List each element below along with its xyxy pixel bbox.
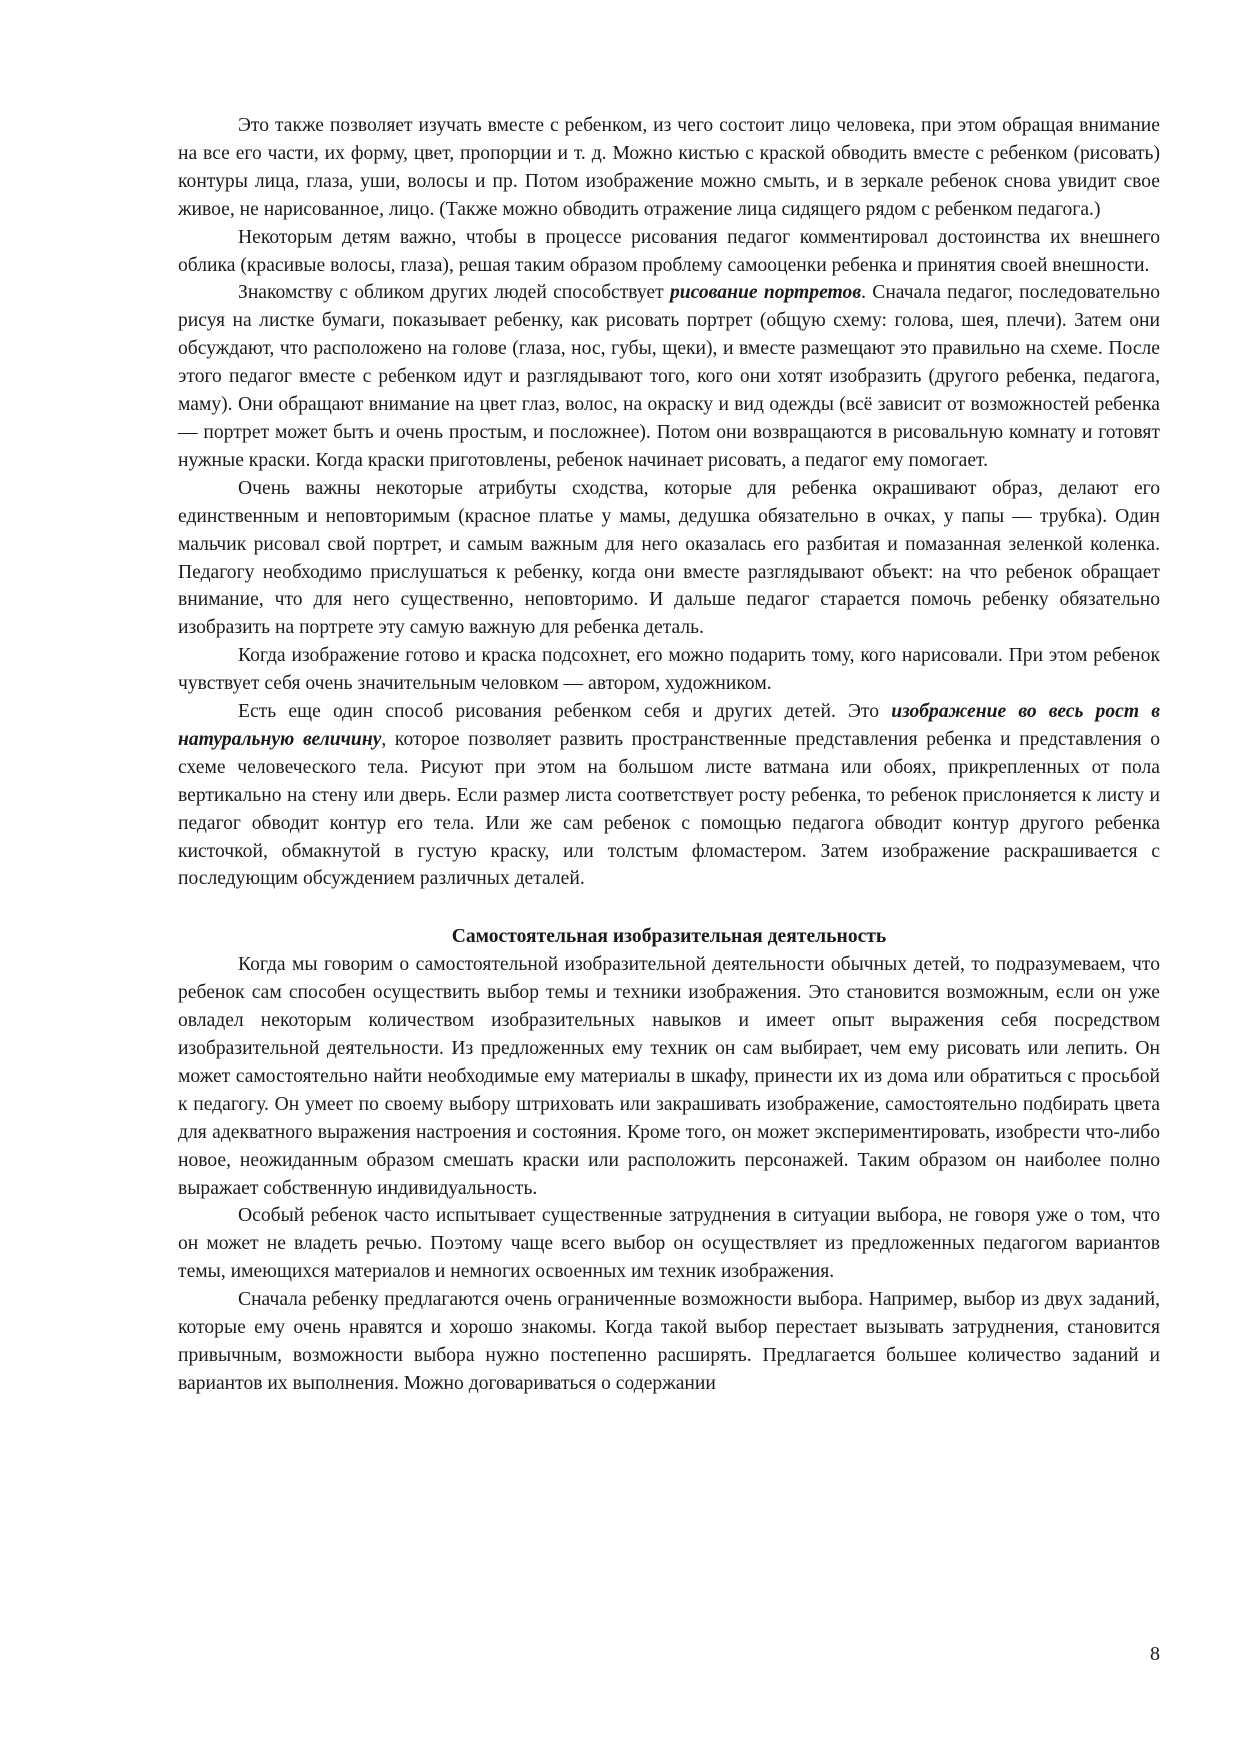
- paragraph-independent-activity: Когда мы говорим о самостоятельной изобразительной деятельности обычных детей, то подразумеваем, что ребенок сам способен осуществить выбор темы и техники изображения. Это становится возможным, если он уже овладел некоторым количеством изобразительных навыков и имеет опыт выражения себя посредством изобразительной деятельности. Из предложенных ему техник он сам выбирает, чем ему рисовать или лепить. Он может самостоятельно найти необходимые ему материалы в шкафу, принести их из дома или обратиться с просьбой к педагогу. Он умеет по своему выбору штриховать или закрашивать изображение, самостоятельно подбирать цвета для адекватного выражения настроения и состояния. Кроме того, он может экспериментировать, изобрести что-либо новое, неожиданным образом смешать краски или расположить персонажей. Таким образом он наиболее полно выражает собственную индивидуальность.: [178, 954, 1160, 1199]
- paragraph-text: Есть еще один способ рисования ребенком себя и других детей. Это: [238, 701, 892, 723]
- paragraph-text: Знакомству с обликом других людей способствует: [238, 282, 670, 304]
- paragraph-portraits: [178, 279, 1160, 474]
- paragraph-limited-choice: Сначала ребенку предлагаются очень ограниченные возможности выбора. Например, выбор из двух заданий, которые ему очень нравятся и хорошо знакомы. Когда такой выбор перестает вызывать затруднения, становится привычным, возможности выбора нужно постепенно расширять. Предлагается большее количество заданий и вариантов их выполнения. Можно договариваться о содержании: [178, 1289, 1160, 1394]
- page-body: [178, 112, 1160, 1398]
- emphasized-term: изображение во весь рост в натуральную величину: [178, 701, 1160, 750]
- paragraph-text: . Сначала педагог, последовательно рисуя на листке бумаги, показывает ребенку, как рисовать портрет (общую схему: голова, шея, плечи). Затем они обсуждают, что расположено на голове (глаза, нос, губы, щеки), и вместе размещают это правильно на схеме. После этого педагог вместе с ребенком идут и разглядывают того, кого они хотят изобразить (другого ребенка, педагога, маму). Они обращают внимание на цвет глаз, волос, на окраску и вид одежды (всё зависит от возможностей ребенка — портрет может быть и очень простым, и посложнее). Потом они возвращаются в рисовальную комнату и готовят нужные краски. Когда краски приготовлены, ребенок начинает рисовать, а педагог ему помогает.: [178, 282, 1160, 471]
- section-heading: Самостоятельная изобразительная деятельность: [451, 926, 887, 948]
- paragraph-gift: Когда изображение готово и краска подсохнет, его можно подарить тому, кого нарисовали. При этом ребенок чувствует себя очень значительным человком — автором, художником.: [178, 645, 1160, 695]
- emphasized-term: рисование портретов: [669, 282, 862, 304]
- paragraph-self-esteem: Некоторым детям важно, чтобы в процессе рисования педагог комментировал достоинства их внешнего облика (красивые волосы, глаза), решая таким образом проблему самооценки ребенка и принятия своей внешности.: [178, 226, 1160, 276]
- page-number: 8: [1150, 1643, 1160, 1665]
- paragraph-face-study: Это также позволяет изучать вместе с ребенком, из чего состоит лицо человека, при этом обращая внимание на все его части, их форму, цвет, пропорции и т. д. Можно кистью с краской обводить вместе с ребенком (рисовать) контуры лица, глаза, уши, волосы и пр. Потом изображение можно смыть, и в зеркале ребенок снова увидит свое живое, не нарисованное, лицо. (Также можно обводить отражение лица сидящего рядом с ребенком педагога.): [178, 115, 1160, 220]
- paragraph-special-child: Особый ребенок часто испытывает существенные затруднения в ситуации выбора, не говоря уже о том, что он может не владеть речью. Поэтому чаще всего выбор он осуществляет из предложенных педагогом вариантов темы, имеющихся материалов и немногих освоенных им техник изображения.: [178, 1205, 1160, 1283]
- paragraph-full-size: [178, 698, 1160, 893]
- paragraph-text: , которое позволяет развить пространственные представления ребенка и представления о схеме человеческого тела. Рисуют при этом на большом листе ватмана или обоях, прикрепленных от пола вертикально на стену или дверь. Если размер листа соответствует росту ребенка, то ребенок прислоняется к листу и педагог обводит контур его тела. Или же сам ребенок с помощью педагога обводит контур другого ребенка кисточкой, обмакнутой в густую краску, или толстым фломастером. Затем изображение раскрашивается с последующим обсуждением различных деталей.: [178, 728, 1160, 890]
- paragraph-likeness-attributes: Очень важны некоторые атрибуты сходства, которые для ребенка окрашивают образ, делают его единственным и неповторимым (красное платье у мамы, дедушка обязательно в очках, у папы — трубка). Один мальчик рисовал свой портрет, и самым важным для него оказалась его разбитая и помазанная зеленкой коленка. Педагогу необходимо прислушаться к ребенку, когда они вместе разглядывают объект: на что ребенок обращает внимание, что для него существенно, неповторимо. И дальше педагог старается помочь ребенку обязательно изобразить на портрете эту самую важную для ребенка деталь.: [178, 477, 1160, 639]
